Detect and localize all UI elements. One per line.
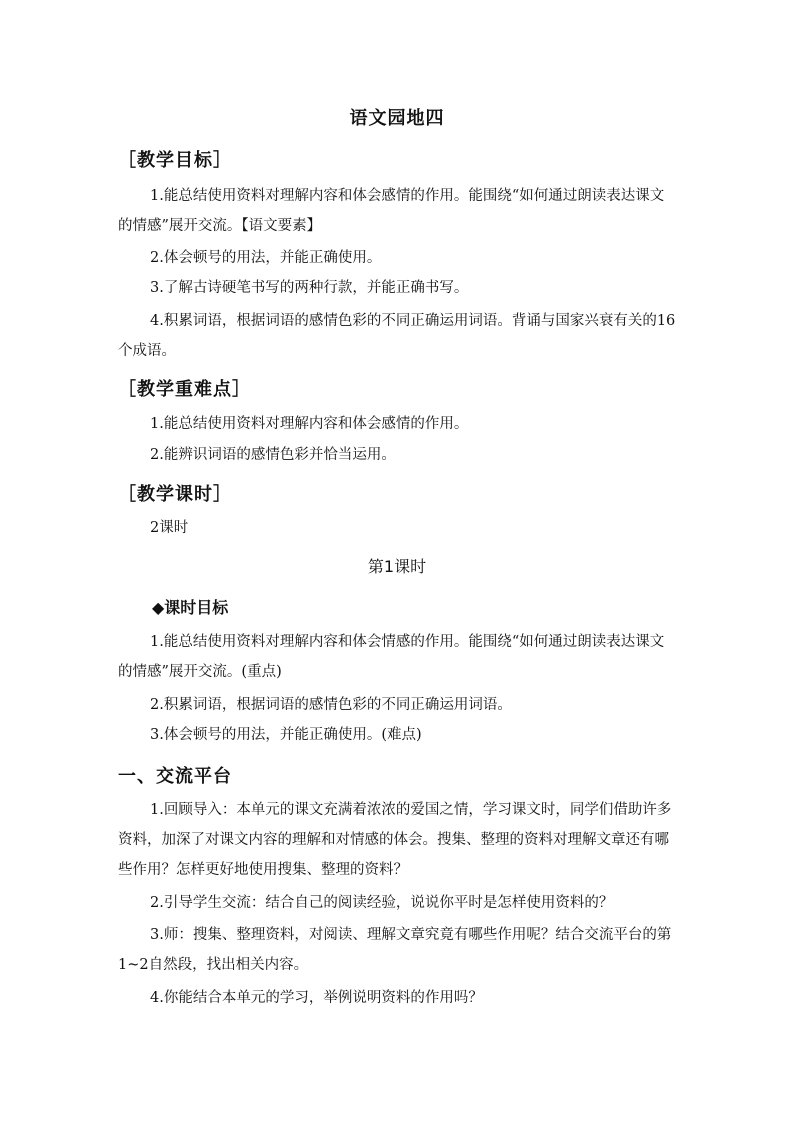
lesson-objectives-heading: ◆课时目标 (152, 598, 229, 617)
part-item: 4.你能结合本单元的学习，举例说明资料的作用吗？ (150, 990, 483, 1006)
part-item: 3.师：搜集、整理资料，对阅读、理解文章究竟有哪些作用呢？结合交流平台的第1~2自然段，找出相关内容。 (118, 927, 672, 973)
lesson-heading: 第1课时 (367, 557, 427, 576)
goal-item: 3.了解古诗硬笔书写的两种行款，并能正确书写。 (150, 280, 469, 296)
section-heading-hours: ［教学课时］ (118, 484, 232, 505)
document-title: 语文园地四 (349, 108, 445, 129)
key-point-item: 2.能辨识词语的感情色彩并恰当运用。 (150, 447, 396, 463)
hours-text: 2课时 (150, 520, 189, 536)
part-item: 1.回顾导入：本单元的课文充满着浓浓的爱国之情，学习课文时，同学们借助许多资料，加深了对课文内容的理解和对情感的体会。搜集、整理的资料对理解文章还有哪些作用？怎样更好地使用搜集、整理的资料？ (118, 802, 672, 878)
part-item: 2.引导学生交流：结合自己的阅读经验，说说你平时是怎样使用资料的？ (150, 895, 614, 911)
goal-item: 4.积累词语，根据词语的感情色彩的不同正确运用词语。背诵与国家兴衰有关的16个成语。 (118, 313, 676, 359)
part-heading-exchange-platform: 一、交流平台 (118, 766, 232, 787)
goal-item: 1.能总结使用资料对理解内容和体会感情的作用。能围绕“如何通过朗读表达课文的情感”展开交流。【语文要素】 (118, 188, 665, 234)
section-heading-key-points: ［教学重难点］ (118, 379, 251, 400)
lesson-objective-item: 1.能总结使用资料对理解内容和体会情感的作用。能围绕“如何通过朗读表达课文的情感”展开交流。(重点) (118, 634, 665, 680)
lesson-objective-item: 3.体会顿号的用法，并能正确使用。(难点) (150, 727, 422, 743)
lesson-objective-item: 2.积累词语，根据词语的感情色彩的不同正确运用词语。 (150, 697, 512, 713)
key-point-item: 1.能总结使用资料对理解内容和体会感情的作用。 (150, 416, 469, 432)
goal-item: 2.体会顿号的用法，并能正确使用。 (150, 250, 382, 266)
section-heading-goals: ［教学目标］ (118, 150, 232, 171)
